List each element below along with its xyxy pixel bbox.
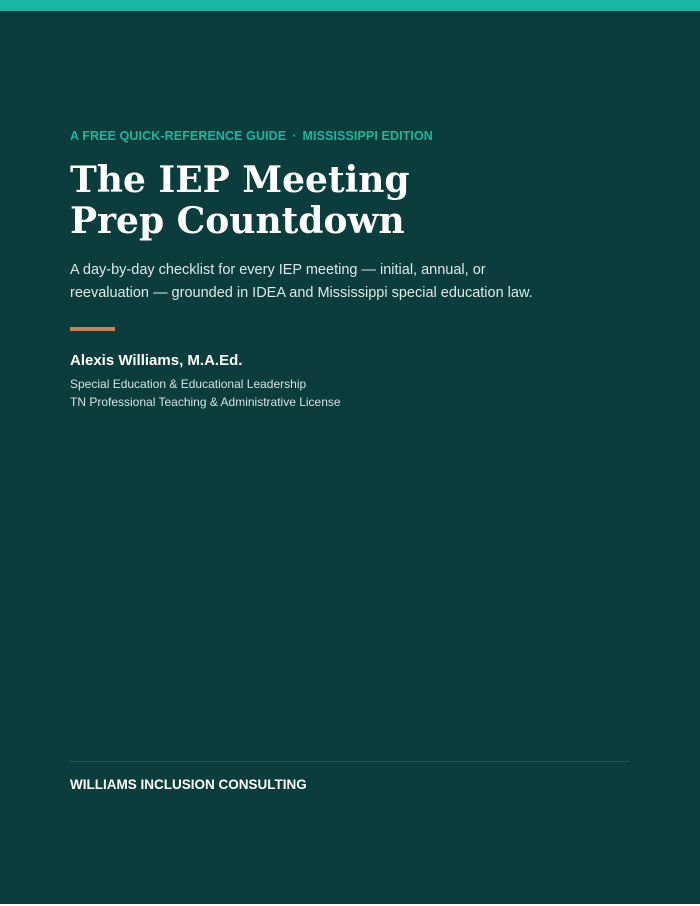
- page-title: [70, 160, 410, 242]
- accent-divider: [70, 327, 115, 331]
- title-line: The IEP Meeting: [70, 159, 410, 201]
- publisher-name: WILLIAMS INCLUSION CONSULTING: [70, 777, 307, 792]
- eyebrow-separator: ·: [292, 129, 297, 143]
- top-accent-band: [0, 0, 700, 11]
- eyebrow-guide-type: A FREE QUICK-REFERENCE GUIDE: [70, 129, 287, 143]
- footer-divider: [70, 761, 630, 762]
- eyebrow-label: [70, 129, 433, 143]
- author-name: Alexis Williams, M.A.Ed.: [70, 352, 243, 369]
- eyebrow-edition: MISSISSIPPI EDITION: [302, 129, 433, 143]
- title-line: Prep Countdown: [70, 200, 405, 242]
- author-credential: Special Education & Educational Leadership: [70, 377, 307, 391]
- subtitle-line: reevaluation — grounded in IDEA and Mississippi special education law.: [70, 285, 533, 301]
- author-credential: TN Professional Teaching & Administrative License: [70, 395, 341, 409]
- subtitle: [70, 259, 590, 305]
- subtitle-line: A day-by-day checklist for every IEP meeting — initial, annual, or: [70, 262, 486, 278]
